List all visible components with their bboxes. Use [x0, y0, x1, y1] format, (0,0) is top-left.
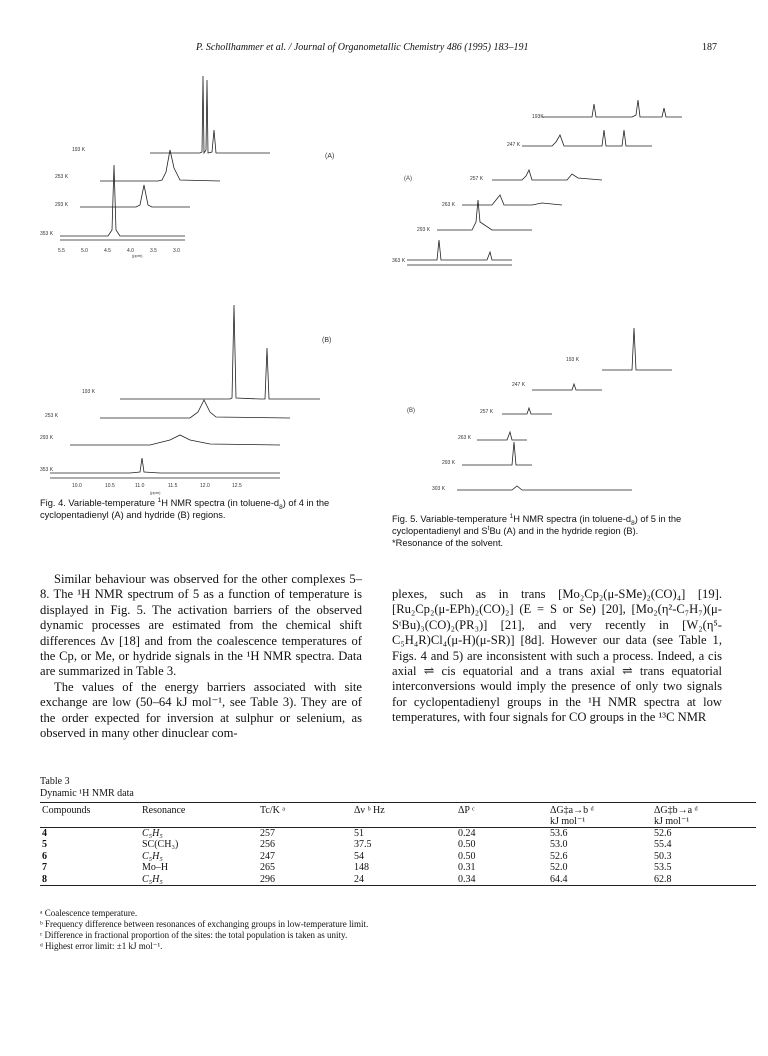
fig5a-temp-257: 257 K — [470, 176, 484, 182]
fig5a-temp-263: 263 K — [442, 202, 456, 208]
fig4a-temp-253: 253 K — [55, 174, 69, 180]
fig4a-temp-193: 193 K — [72, 147, 86, 153]
running-header: P. Schollhammer et al. / Journal of Organometallic Chemistry 486 (1995) 183–191 — [196, 42, 529, 53]
footnote-b: ᵇ Frequency difference between resonances of exchanging groups in low-temperature limit. — [40, 919, 369, 929]
fig4a-tick-1: 5.0 — [81, 248, 88, 254]
fig4b-tick-0: 10.0 — [72, 483, 82, 489]
table3 — [40, 805, 756, 886]
table3-rule-top — [40, 802, 756, 803]
fig5b-temp-263: 263 K — [458, 435, 472, 441]
th-dnu: Δν ᵇ Hz — [354, 805, 385, 816]
footnote-a: ᵃ Coalescence temperature. — [40, 908, 138, 918]
fig4-panel-a — [60, 76, 270, 240]
th-dp: ΔP ᶜ — [458, 805, 475, 816]
fig4a-tick-0: 5.5 — [58, 248, 65, 254]
fig5-panel-a-label: (A) — [404, 176, 412, 182]
table-row: 8 C₅H₅ 296 24 0.34 64.4 62.8 — [40, 874, 756, 886]
fig4-panel-a-label: (A) — [325, 153, 335, 160]
fig4a-temp-353: 353 K — [40, 231, 54, 237]
table3-footnotes — [40, 908, 756, 952]
fig5a-temp-293: 293 K — [417, 227, 431, 233]
th-unit-ab: kJ mol⁻¹ — [550, 816, 586, 827]
fig4b-axis-unit: (ppm) — [150, 490, 161, 495]
th-dg-ab: ΔG‡a→b ᵈ — [550, 805, 594, 816]
fig4b-temp-293: 293 K — [40, 435, 54, 441]
fig5b-temp-193: 193 K — [566, 357, 580, 363]
fig4a-tick-5: 3.0 — [173, 248, 180, 254]
left-column — [40, 572, 362, 741]
fig4b-temp-253: 253 K — [45, 413, 59, 419]
table-row: 5 SC(CH₃) 256 37.5 0.50 53.0 55.4 — [42, 839, 672, 851]
fig5b-temp-293: 293 K — [442, 460, 456, 466]
table3-subtitle: Dynamic ¹H NMR data — [40, 788, 134, 799]
fig5b-temp-303: 303 K — [432, 486, 446, 492]
right-column — [392, 587, 722, 726]
fig5-panel-b-label: (B) — [407, 408, 415, 414]
fig4a-tick-2: 4.5 — [104, 248, 111, 254]
table3-title: Table 3 — [40, 776, 70, 787]
table-row: 4 C₅H₅ 257 51 0.24 53.6 52.6 — [42, 828, 672, 839]
fig4a-tick-4: 3.5 — [150, 248, 157, 254]
fig4b-tick-3: 11.5 — [168, 483, 178, 489]
footnote-d: ᵈ Highest error limit: ±1 kJ mol⁻¹. — [40, 941, 163, 951]
th-tc: Tc/K ᵃ — [260, 805, 286, 816]
page-number: 187 — [702, 42, 717, 53]
fig5-panel-a — [407, 100, 682, 265]
fig5b-temp-257: 257 K — [480, 409, 494, 415]
fig4b-temp-353: 353 K — [40, 467, 54, 473]
fig4-panel-b-label: (B) — [322, 337, 332, 344]
fig4a-tick-3: 4.0 — [127, 248, 134, 254]
fig5a-temp-247: 247 K — [507, 142, 521, 148]
fig4b-tick-4: 12.0 — [200, 483, 210, 489]
fig4b-tick-2: 11.0 — [135, 483, 145, 489]
fig5a-temp-193: 193K — [532, 114, 544, 120]
fig4-caption: Fig. 4. Variable-temperature $^1$H NMR spectra (in toluene-$d_8$) of 4 in the cyclopentadienyl (A) and hydride (B) regions. — [40, 496, 330, 520]
fig4b-tick-5: 12.5 — [232, 483, 242, 489]
table-row: 6 C₅H₅ 247 54 0.50 52.6 50.3 — [42, 850, 672, 862]
table3-units-row — [40, 816, 756, 828]
fig5-caption: Fig. 5. Variable-temperature $^1$H NMR spectra (in toluene-$d_8$) of 5 in the cyclopentadienyl and $S^tBu$ (A) and in the hydride region (B). *Resonance of the solvent. — [392, 512, 682, 548]
th-unit-ba: kJ mol⁻¹ — [654, 816, 690, 827]
th-resonance: Resonance — [142, 805, 186, 816]
fig5-spectra — [392, 90, 722, 510]
th-dg-ba: ΔG‡b→a ᵈ — [654, 805, 698, 816]
right-paragraph-1: plexes, such as in trans [Mo₂Cp₂(μ-SMe)₂(CO)₄] [19]. [Ru₂Cp₂(μ-EPh)₂(CO)₂] (E = S or Se) [20], [Mo₂(η²-C₇H₇)(μ-SᵗBu)₃(CO)₂(PR₃)] [21], and very recently in [W₂(η⁵-C₅H₄R)Cl₄(μ-H)(μ-SR)] [8d]. However our data (see Table 1, Figs. 4 and 5) are inconsistent with such a process. Indeed, a cis axial ⇌ cis equatorial and a trans axial ⇌ trans equatorial interconversions would imply the presence of only two signals for cyclopentadienyl groups in the ¹H NMR spectra at low temperatures, with four signals for CO groups in the ¹³C NMR — [392, 587, 722, 725]
fig5a-temp-363: 363 K — [392, 258, 406, 264]
th-compounds: Compounds — [42, 805, 91, 816]
fig4a-axis-unit: (ppm) — [132, 253, 143, 258]
table3-header-row — [40, 805, 756, 816]
fig4b-tick-1: 10.5 — [105, 483, 115, 489]
fig4a-temp-293: 293 K — [55, 202, 69, 208]
footnote-c: ᶜ Difference in fractional proportion of the sites: the total population is taken as unity. — [40, 930, 348, 940]
left-paragraph-2: The values of the energy barriers associated with site exchange are low (50–64 kJ mol⁻¹, see Table 3). They are of the order expected for inversion at sulphur or selenium, as observed in many other dinuclear com- — [40, 679, 362, 741]
table-row: 7 Mo–H 265 148 0.31 52.0 53.5 — [42, 862, 672, 874]
fig4-spectra — [40, 70, 360, 500]
fig5b-temp-247: 247 K — [512, 382, 526, 388]
left-paragraph-1: Similar behaviour was observed for the other complexes 5–8. The ¹H NMR spectrum of 5 as a function of temperature is displayed in Fig. 5. The activation barriers of the observed dynamic processes are estimated from the chemical shift differences Δν [18] and from the coalescence temperatures of the Cp, or Me, or hydride signals in the ¹H NMR spectra. Data are summarized in Table 3. — [40, 572, 362, 679]
fig4b-temp-193: 193 K — [82, 389, 96, 395]
